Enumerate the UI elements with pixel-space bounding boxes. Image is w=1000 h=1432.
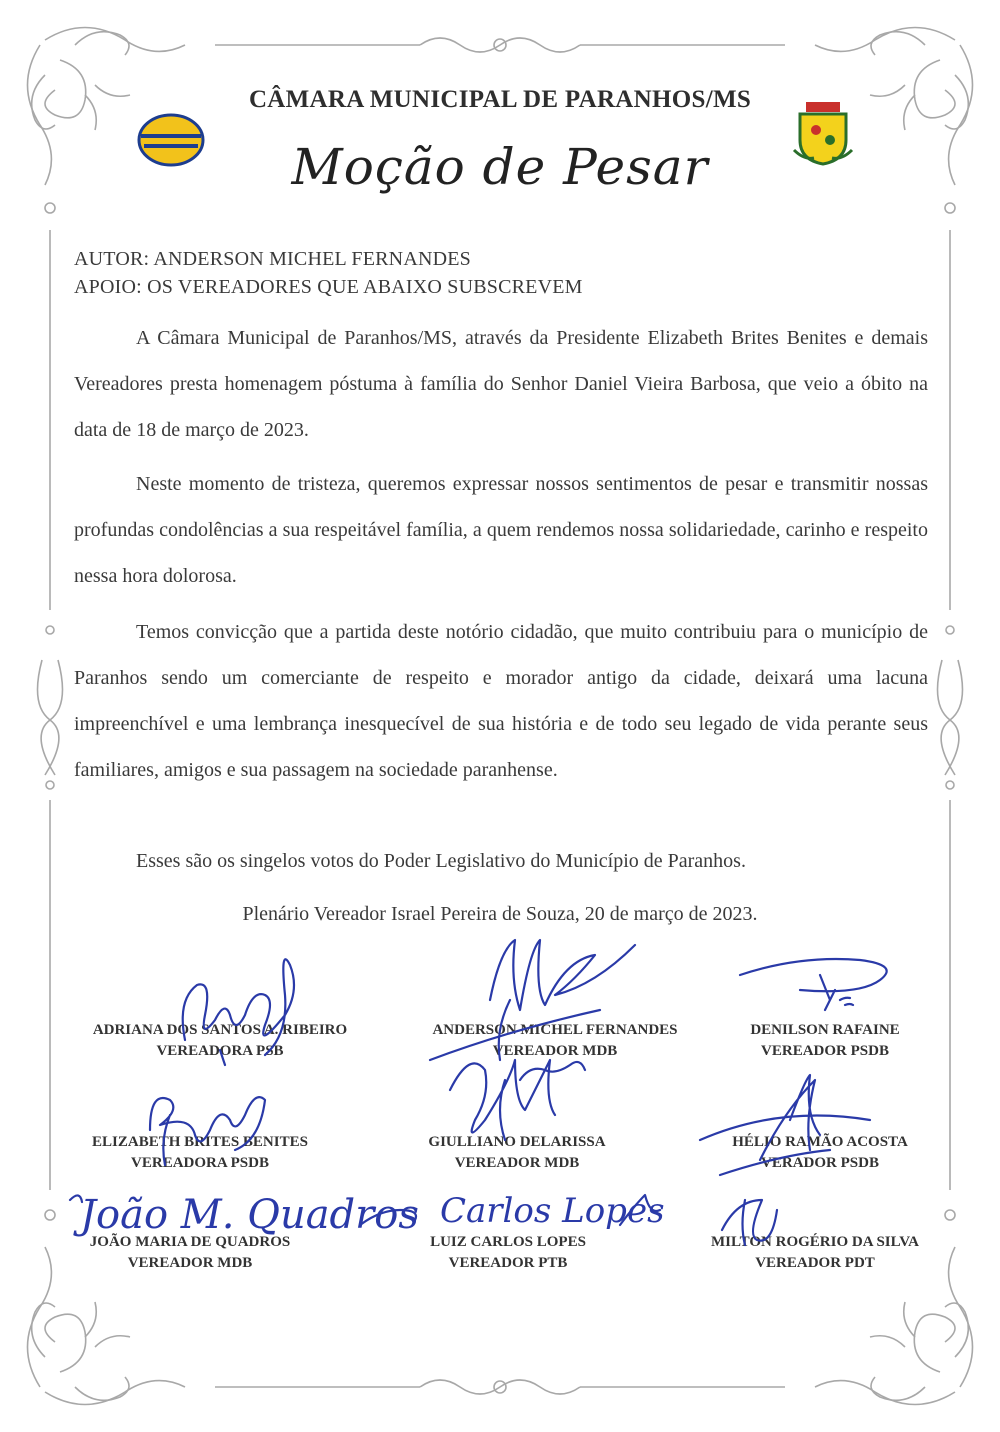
signer-role: VEREADOR MDB	[492, 1043, 618, 1059]
support-line: APOIO: OS VEREADORES QUE ABAIXO SUBSCREVEM	[74, 276, 583, 298]
signer-name: LUIZ CARLOS LOPES	[430, 1234, 586, 1250]
paragraph-1: A Câmara Municipal de Paranhos/MS, através da Presidente Elizabeth Brites Benites e demais Vereadores presta homenagem póstuma à família do Senhor Daniel Vieira Barbosa, que veio a óbito na data de 18 de março de 2023.	[74, 327, 928, 441]
closing-line: Esses são os singelos votos do Poder Legislativo do Município de Paranhos.	[136, 850, 746, 872]
signer-role: VERADOR PSDB	[761, 1155, 879, 1171]
paragraph-2: Neste momento de tristeza, queremos expressar nossos sentimentos de pesar e transmitir nossas profundas condolências a sua respeitável família, a quem rendemos nossa solidariedade, carinho e respeito nessa hora dolorosa.	[74, 473, 928, 587]
signer-name: ADRIANA DOS SANTOS A. RIBEIRO	[92, 1022, 348, 1038]
chamber-title: CÂMARA MUNICIPAL DE PARANHOS/MS	[248, 86, 752, 113]
signer-role: VEREADOR MDB	[454, 1155, 580, 1171]
signer-name: ELIZABETH BRITES BENITES	[92, 1134, 308, 1150]
paragraph-3: Temos convicção que a partida deste notório cidadão, que muito contribuiu para o município de Paranhos sendo um comerciante de respeito e morador antigo da cidade, deixará uma lacuna impreenchível e uma lembrança inesquecível de sua história e de todo seu legado de vida perante seus familiares, amigos e sua passagem na sociedade paranhense.	[74, 621, 928, 781]
signer-role: VEREADORA PSB	[156, 1043, 284, 1059]
signer-name: DENILSON RAFAINE	[750, 1022, 900, 1038]
signer-role: VEREADOR PSDB	[761, 1043, 889, 1059]
signer-name: MILTON ROGÉRIO DA SILVA	[711, 1234, 919, 1250]
signer-name: JOÃO MARIA DE QUADROS	[89, 1234, 291, 1250]
handwritten-joao: João M. Quadros	[80, 1192, 419, 1238]
signer-role: VEREADORA PSDB	[131, 1155, 269, 1171]
signer-role: VEREADOR PDT	[755, 1255, 875, 1271]
place-date: Plenário Vereador Israel Pereira de Souza, 20 de março de 2023.	[242, 903, 758, 925]
signer-name: ANDERSON MICHEL FERNANDES	[432, 1022, 678, 1038]
signer-name: GIULLIANO DELARISSA	[428, 1134, 606, 1150]
signer-role: VEREADOR PTB	[448, 1255, 568, 1271]
handwritten-luiz: Carlos Lopes	[440, 1191, 665, 1231]
author-line: AUTOR: ANDERSON MICHEL FERNANDES	[74, 248, 471, 270]
signer-role: VEREADOR MDB	[127, 1255, 253, 1271]
signer-name: HÉLIO RAMÃO ACOSTA	[732, 1134, 908, 1150]
document-title: Moção de Pesar	[291, 138, 709, 196]
